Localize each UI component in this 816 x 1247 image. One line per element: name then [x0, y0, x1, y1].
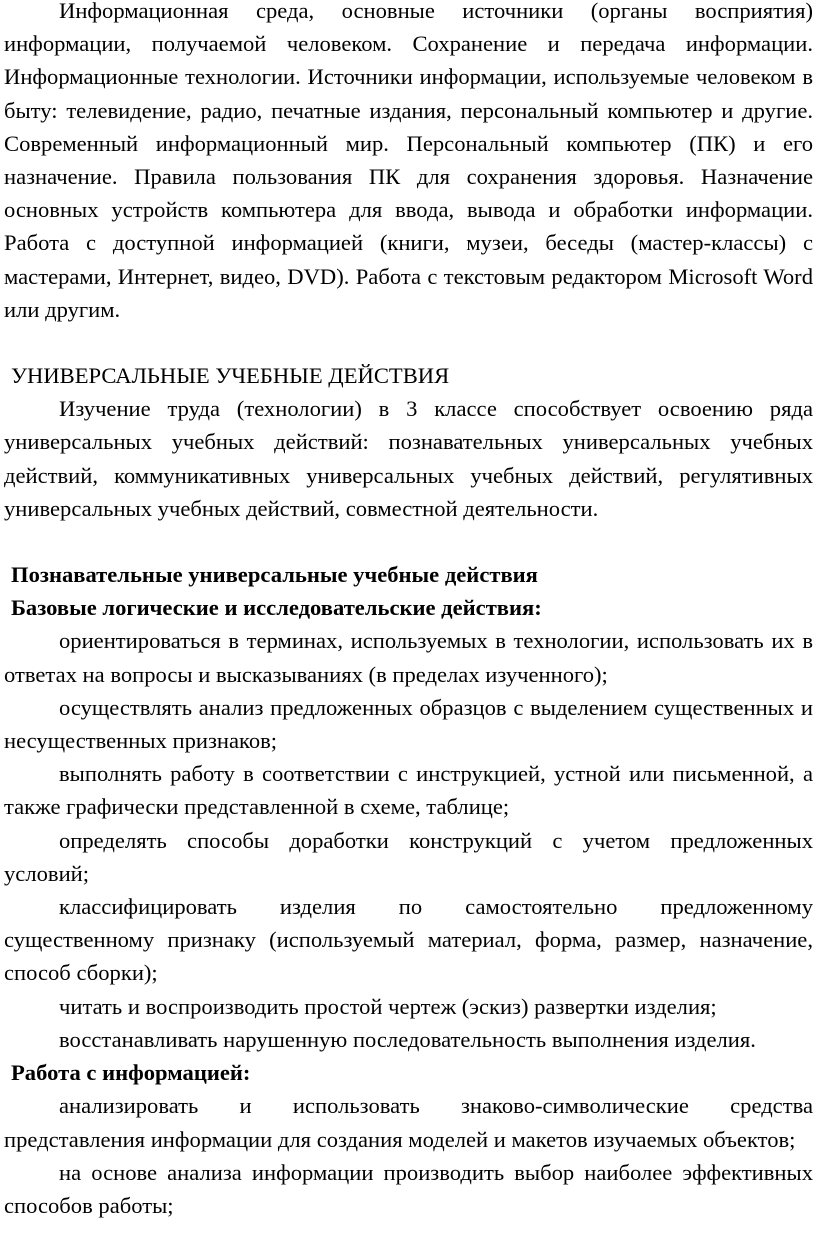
- list-item: выполнять работу в соответствии с инструкцией, устной или письменной, а также графически представленной в схеме, таблице;: [4, 761, 813, 820]
- list-item: анализировать и использовать знаково-символические средства представления информации для создания моделей и макетов изучаемых объектов;: [4, 1093, 813, 1152]
- list-item: осуществлять анализ предложенных образцов с выделением существенных и несущественных признаков;: [4, 694, 813, 754]
- list-item: определять способы доработки конструкций с учетом предложенных условий;: [4, 827, 813, 886]
- uud-heading: УНИВЕРСАЛЬНЫЕ УЧЕБНЫЕ ДЕЙСТВИЯ: [11, 363, 450, 389]
- list-item: ориентироваться в терминах, используемых в технологии, использовать их в ответах на вопросы и высказываниях (в пределах изученного);: [4, 628, 813, 687]
- spacer: [4, 525, 813, 558]
- uud-paragraph: Изучение труда (технологии) в 3 классе способствует освоению ряда универсальных учебных действий: познавательных универсальных учебных действий, коммуникативных универсальных учебных действий, регулятивных универсальных учебных действий, совместной деятельности.: [4, 396, 813, 521]
- list-item: восстанавливать нарушенную последовательность выполнения изделия.: [59, 1026, 756, 1052]
- cognitive-heading: Познавательные универсальные учебные действия: [11, 562, 538, 588]
- spacer: [4, 326, 813, 359]
- list-item: читать и воспроизводить простой чертеж (эскиз) развертки изделия;: [59, 993, 717, 1019]
- logic-heading: Базовые логические и исследовательские действия:: [11, 595, 542, 621]
- info-heading: Работа с информацией:: [11, 1060, 251, 1086]
- list-item: на основе анализа информации производить выбор наиболее эффективных способов работы;: [4, 1159, 813, 1218]
- list-item: классифицировать изделия по самостоятельно предложенному существенному признаку (используемый материал, форма, размер, назначение, способ сборки);: [4, 894, 813, 986]
- intro-paragraph: Информационная среда, основные источники (органы восприятия) информации, получаемой человеком. Сохранение и передача информации. Информационные технологии. Источники информации, используемые человеком в быту: телевидение, радио, печатные издания, персональный компьютер и другие. Современный информационный мир. Персональный компьютер (ПК) и его назначение. Правила пользования ПК для сохранения здоровья. Назначение основных устройств компьютера для ввода, вывода и обработки информации. Работа с доступной информацией (книги, музеи, беседы (мастер-классы) с мастерами, Интернет, видео, DVD). Работа с текстовым редактором Microsoft Word или другим.: [4, 0, 813, 322]
